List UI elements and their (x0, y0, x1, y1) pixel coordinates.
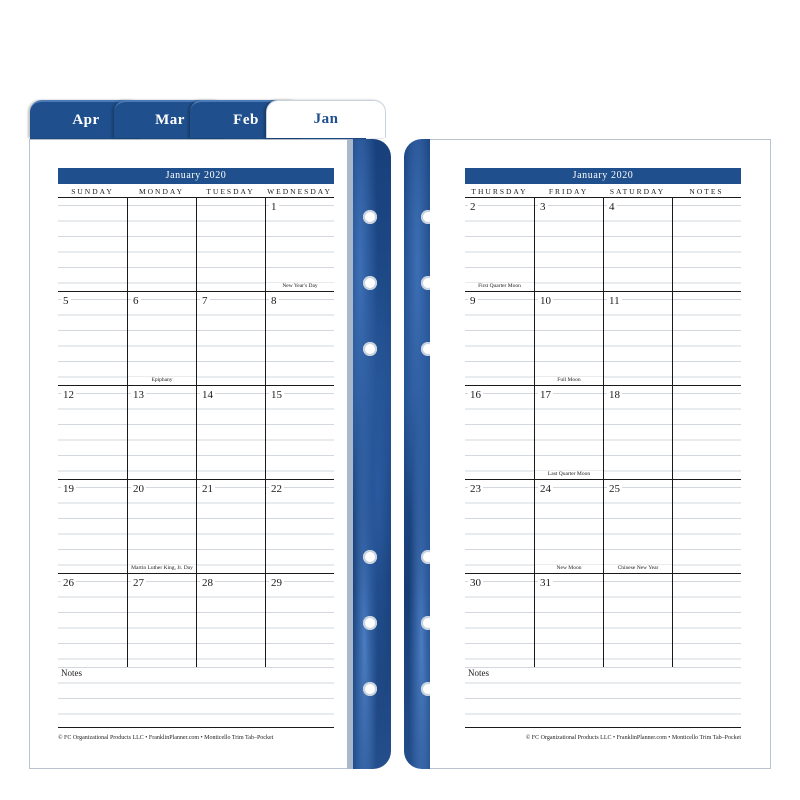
day-number: 24 (540, 483, 551, 495)
day-cell[interactable] (127, 198, 196, 291)
day-number: 31 (540, 577, 551, 589)
day-cell[interactable] (465, 386, 534, 479)
day-cell[interactable] (58, 574, 127, 667)
day-cell[interactable] (465, 198, 534, 291)
day-number: 19 (63, 483, 74, 495)
day-cell[interactable] (127, 480, 196, 573)
day-number: 5 (63, 295, 69, 307)
day-cell[interactable] (265, 292, 334, 385)
day-event: New Year's Day (266, 283, 334, 290)
day-number: 16 (470, 389, 481, 401)
tab-mar[interactable]: Mar (114, 100, 226, 138)
tab-feb[interactable]: Feb (190, 100, 302, 138)
ring-hole-icon (363, 342, 377, 356)
day-event: Martin Luther King, Jr. Day (128, 565, 196, 572)
day-number: 12 (63, 389, 74, 401)
day-number: 25 (609, 483, 620, 495)
day-cell[interactable] (265, 386, 334, 479)
notes-area[interactable] (58, 665, 334, 728)
day-cell[interactable] (196, 480, 265, 573)
week-row (465, 574, 741, 668)
day-cell[interactable] (265, 574, 334, 667)
week-row (58, 198, 334, 292)
day-cell[interactable] (534, 292, 603, 385)
day-header: SUNDAY (71, 187, 114, 196)
month-title: January 2020 (465, 168, 741, 184)
week-row (58, 292, 334, 386)
day-number: 29 (271, 577, 282, 589)
day-number: 2 (470, 201, 476, 213)
day-number: 6 (133, 295, 139, 307)
day-cell[interactable] (58, 292, 127, 385)
notes-column-cell[interactable] (672, 386, 741, 479)
day-number: 14 (202, 389, 213, 401)
day-cell[interactable] (196, 198, 265, 291)
notes-column-cell[interactable] (672, 480, 741, 573)
day-number: 11 (609, 295, 620, 307)
day-cell[interactable] (465, 292, 534, 385)
left-binding-strip (347, 139, 391, 769)
day-cell[interactable] (534, 574, 603, 667)
day-cell[interactable] (465, 480, 534, 573)
day-number: 21 (202, 483, 213, 495)
day-number: 15 (271, 389, 282, 401)
day-number: 18 (609, 389, 620, 401)
day-number: 3 (540, 201, 546, 213)
day-number: 28 (202, 577, 213, 589)
calendar-grid (58, 186, 334, 668)
day-header-row (58, 186, 334, 198)
ring-hole-icon (363, 616, 377, 630)
day-header: TUESDAY (206, 187, 255, 196)
day-number: 30 (470, 577, 481, 589)
week-row (58, 574, 334, 668)
day-number: 27 (133, 577, 144, 589)
day-header: NOTES (689, 187, 724, 196)
day-cell[interactable] (465, 574, 534, 667)
ring-hole-icon (363, 682, 377, 696)
day-event: Epiphany (128, 377, 196, 384)
week-row (465, 480, 741, 574)
week-row (465, 292, 741, 386)
footer-text: © FC Organizational Products LLC • FranklinPlanner.com • Monticello Trim Tab–Pocket (525, 735, 741, 741)
day-cell[interactable] (603, 480, 672, 573)
day-cell[interactable] (58, 198, 127, 291)
day-number: 20 (133, 483, 144, 495)
day-number: 17 (540, 389, 551, 401)
day-number: 1 (271, 201, 277, 213)
day-cell[interactable] (127, 386, 196, 479)
notes-column-cell[interactable] (672, 198, 741, 291)
notes-column-cell[interactable] (672, 292, 741, 385)
ring-hole-icon (363, 210, 377, 224)
day-cell[interactable] (58, 480, 127, 573)
day-number: 13 (133, 389, 144, 401)
left-page (29, 139, 370, 769)
month-tabs (30, 100, 366, 140)
day-cell[interactable] (196, 574, 265, 667)
right-page (430, 139, 771, 769)
day-cell[interactable] (127, 292, 196, 385)
day-event: Chinese New Year (604, 565, 672, 572)
day-event: First Quarter Moon (465, 283, 534, 290)
calendar-grid (465, 186, 741, 668)
day-cell[interactable] (603, 292, 672, 385)
notes-column-cell[interactable] (672, 574, 741, 667)
month-title: January 2020 (58, 168, 334, 184)
day-cell[interactable] (603, 574, 672, 667)
day-number: 10 (540, 295, 551, 307)
day-header: SATURDAY (609, 187, 666, 196)
day-header: THURSDAY (471, 187, 528, 196)
day-number: 8 (271, 295, 277, 307)
day-event: Full Moon (535, 377, 603, 384)
day-cell[interactable] (603, 386, 672, 479)
tab-apr[interactable]: Apr (30, 100, 142, 138)
day-cell[interactable] (534, 198, 603, 291)
day-number: 22 (271, 483, 282, 495)
week-row (58, 386, 334, 480)
day-event: Last Quarter Moon (535, 471, 603, 478)
week-row (465, 386, 741, 480)
day-number: 9 (470, 295, 476, 307)
day-number: 7 (202, 295, 208, 307)
day-cell[interactable] (603, 198, 672, 291)
day-header-row (465, 186, 741, 198)
day-cell[interactable] (265, 198, 334, 291)
notes-label: Notes (61, 668, 85, 678)
day-event: New Moon (535, 565, 603, 572)
day-number: 26 (63, 577, 74, 589)
day-header: FRIDAY (548, 187, 589, 196)
week-row (58, 480, 334, 574)
week-row (465, 198, 741, 292)
day-cell[interactable] (58, 386, 127, 479)
ring-hole-icon (363, 276, 377, 290)
day-number: 4 (609, 201, 615, 213)
notes-area[interactable] (465, 665, 741, 728)
day-header: WEDNESDAY (267, 187, 332, 196)
day-cell[interactable] (196, 386, 265, 479)
day-cell[interactable] (265, 480, 334, 573)
footer-text: © FC Organizational Products LLC • FranklinPlanner.com • Monticello Trim Tab–Pocket (58, 735, 274, 741)
day-number: 23 (470, 483, 481, 495)
day-cell[interactable] (127, 574, 196, 667)
day-cell[interactable] (196, 292, 265, 385)
notes-label: Notes (468, 668, 492, 678)
tab-jan[interactable] (266, 100, 386, 138)
day-header: MONDAY (138, 187, 185, 196)
day-cell[interactable] (534, 386, 603, 479)
day-cell[interactable] (534, 480, 603, 573)
ring-hole-icon (363, 550, 377, 564)
tab-jan-label: Jan (313, 111, 339, 127)
